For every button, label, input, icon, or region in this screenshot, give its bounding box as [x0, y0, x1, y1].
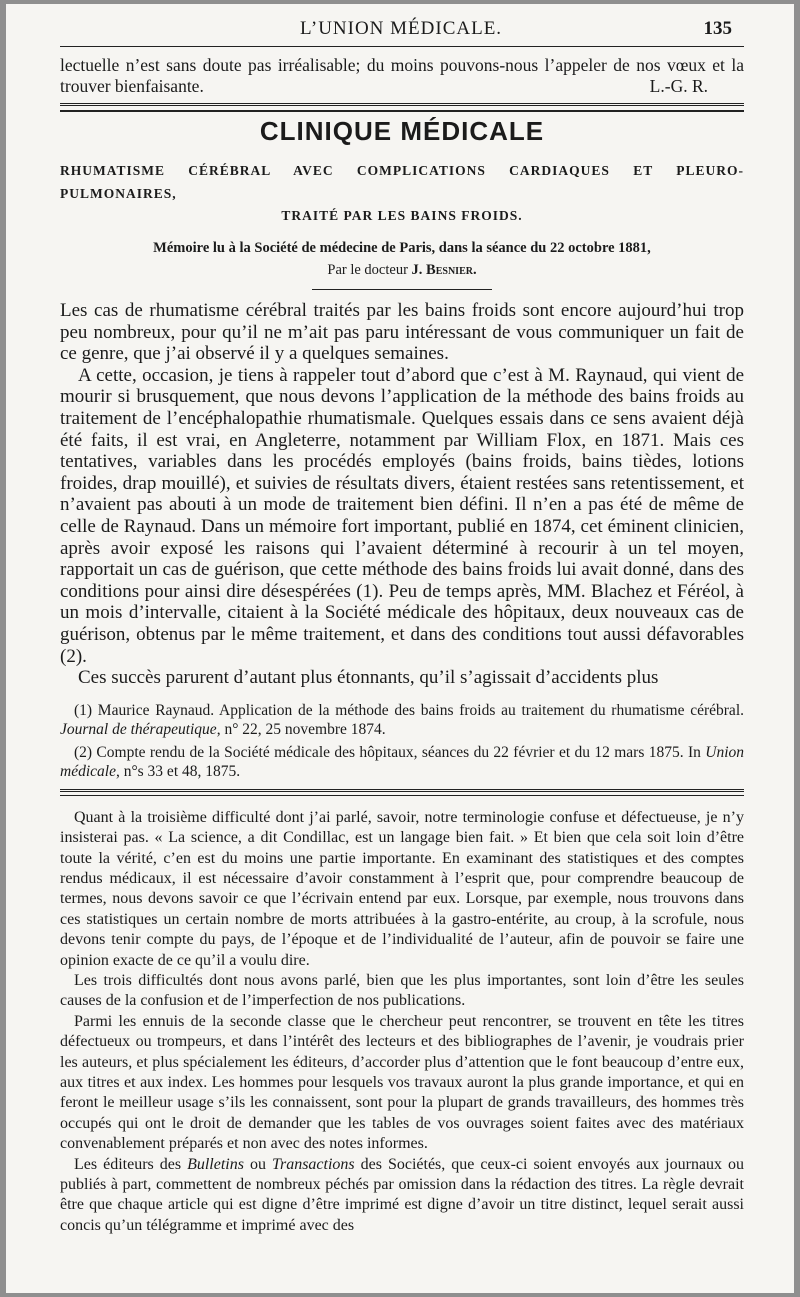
intro-signature: L.-G. R. [649, 76, 708, 96]
running-header [60, 18, 744, 40]
feuilleton-paragraph: Parmi les ennuis de la seconde classe que le chercheur peut rencontrer, se trouvent en tête les titres défectueux ou trompeurs, et dans l’intérêt des lecteurs et des bibliographes de l’avenir, je voudrais prier les auteurs, et plus spécialement les éditeurs, d’accorder plus d’attention que le font beaucoup d’entre eux, aux titres et aux index. Les hommes pour lesquels vos travaux auront la plus grande importance, et qui en feront le meilleur usage s’ils les connaissent, sont pour la plupart de grands travailleurs, des hommes très occupés qui ont le droit de demander que les tables de vos ouvrages soient faites avec des matériaux convenablement préparés et non avec des notes informes. [60, 1012, 744, 1153]
author-name: J. Besnier. [411, 262, 477, 278]
article-paragraph: A cette, occasion, je tiens à rappeler tout d’abord que c’est à M. Raynaud, qui vient de mourir si brusquement, que nous devons l’application de la méthode des bains froids au traitement de l’encéphalopathie rhumatismale. Quelques essais dans ce sens avaient déjà été faits, il est vrai, en Angleterre, notamment par William Flox, en 1871. Mais ces tentatives, variables dans les procédés employés (bains froids, bains tièdes, lotions froides, drap mouillé), et suivies de résultats divers, étaient restées sans retentissement, et n’avaient pas abouti à un mode de traitement bien défini. Il n’en a pas été de même de celle de Raynaud. Dans un mémoire fort important, publié en 1874, cet éminent clinicien, après avoir exposé les raisons qui l’avaient déterminé à recourir à un tel moyen, rapportait un cas de guérison, que cette méthode des bains froids lui avait donné, dans des conditions pour ainsi dire désespérées (1). Peu de temps après, MM. Blachez et Féréol, à un mois d’intervalle, citaient à la Société médicale des hôpitaux, deux nouveaux cas de guérison, obtenus par le même traitement, et dans des conditions tout aussi défavorables (2). [60, 364, 744, 667]
article-paragraph: Les cas de rhumatisme cérébral traités par les bains froids sont encore aujourd’hui trop peu nombreux, pour qu’il ne m’ait pas paru intéressant de vous communiquer un fait de ce genre, que j’ai observé il y a quelques semaines. [60, 300, 744, 365]
feuilleton-divider [60, 789, 744, 796]
feuilleton-last-c: des Sociétés, que ceux-ci soient envoyés aux journaux ou publiés à part, commettent de nombreux péchés par omission dans la rédaction des titres. La règle devrait être que chaque article qui est digne d’être imprimé est digne d’avoir un titre distinct, lequel serait aussi concis qu’un télégramme et imprimé avec des [60, 1155, 745, 1234]
article-paragraph: Ces succès parurent d’autant plus étonnants, qu’il s’agissait d’accidents plus [78, 667, 659, 689]
footnote-2-text-a: (2) Compte rendu de la Société médicale des hôpitaux, séances du 22 février et du 12 mars 1875. In [74, 743, 701, 761]
feuilleton-paragraph: Les trois difficultés dont nous avons parlé, bien que les plus importantes, sont loin d’être les seules causes de la confusion et de l’imperfection de nos publications. [60, 971, 744, 1010]
intro-paragraph [60, 55, 744, 97]
footnote-2 [60, 743, 744, 781]
author-prefix: Par le docteur [327, 262, 408, 278]
article-subtitle-line1: RHUMATISME CÉRÉBRAL AVEC COMPLICATIONS CARDIAQUES ET PLEURO-PULMONAIRES, [60, 163, 744, 201]
author-line [60, 262, 744, 279]
footnotes [60, 701, 744, 781]
short-rule [312, 289, 492, 290]
book-page [6, 4, 794, 1293]
footnote-2-text-b: , n°s 33 et 48, 1875. [115, 762, 241, 780]
page-number: 135 [703, 18, 732, 39]
footnote-1 [60, 701, 744, 739]
footnote-1-text-a: (1) Maurice Raynaud. Application de la méthode des bains froids au traitement du rhumatisme cérébral. [74, 701, 744, 719]
feuilleton-paragraph [60, 1155, 744, 1237]
running-title: L’UNION MÉDICALE. [300, 18, 503, 39]
footnote-2-journal: Union médicale [60, 743, 745, 780]
section-title: CLINIQUE MÉDICALE [259, 116, 545, 146]
feuilleton-last-b: ou [249, 1155, 266, 1173]
intro-text: lectuelle n’est sans doute pas irréalisable; du moins pouvons-nous l’appeler de nos vœux et la trouver bienfaisante. [60, 55, 744, 96]
footnote-1-text-b: , n° 22, 25 novembre 1874. [216, 720, 386, 738]
feuilleton-paragraph: Quant à la troisième difficulté dont j’ai parlé, savoir, notre terminologie confuse et défectueuse, je n’y insisterai pas. « La science, a dit Condillac, est un langage bien fait. » Et bien que cela soit loin d’être toute la vérité, c’en est du moins une partie importante. En examinant des statistiques et des comptes rendus médicaux, il est nécessaire d’avoir constamment à l’esprit que, pour comprendre beaucoup de termes, nous devons savoir ce que l’écrivain entend par eux. Lorsque, par exemple, nous trouvons dans ces statistiques un certain nombre de morts attribuées à la gastro-entérite, au croup, à la scrofule, nous devons tenir compte du pays, de l’époque et de l’individualité de l’auteur, afin de pouvoir se faire une opinion exacte de ce qu’il a voulu dire. [60, 808, 744, 969]
header-rule [60, 46, 744, 47]
feuilleton-body [60, 808, 744, 1237]
feuilleton-italic-bulletins: Bulletins [187, 1155, 244, 1173]
footnote-1-journal: Journal de thérapeutique [60, 720, 217, 738]
section-divider [60, 103, 744, 112]
feuilleton-italic-transactions: Transactions [271, 1155, 355, 1173]
feuilleton-last-a: Les éditeurs des [74, 1155, 182, 1173]
article-body [60, 300, 744, 689]
memoir-note: Mémoire lu à la Société de médecine de Paris, dans la séance du 22 octobre 1881, [153, 240, 651, 256]
article-subtitle-line2: TRAITÉ PAR LES BAINS FROIDS. [281, 208, 523, 223]
